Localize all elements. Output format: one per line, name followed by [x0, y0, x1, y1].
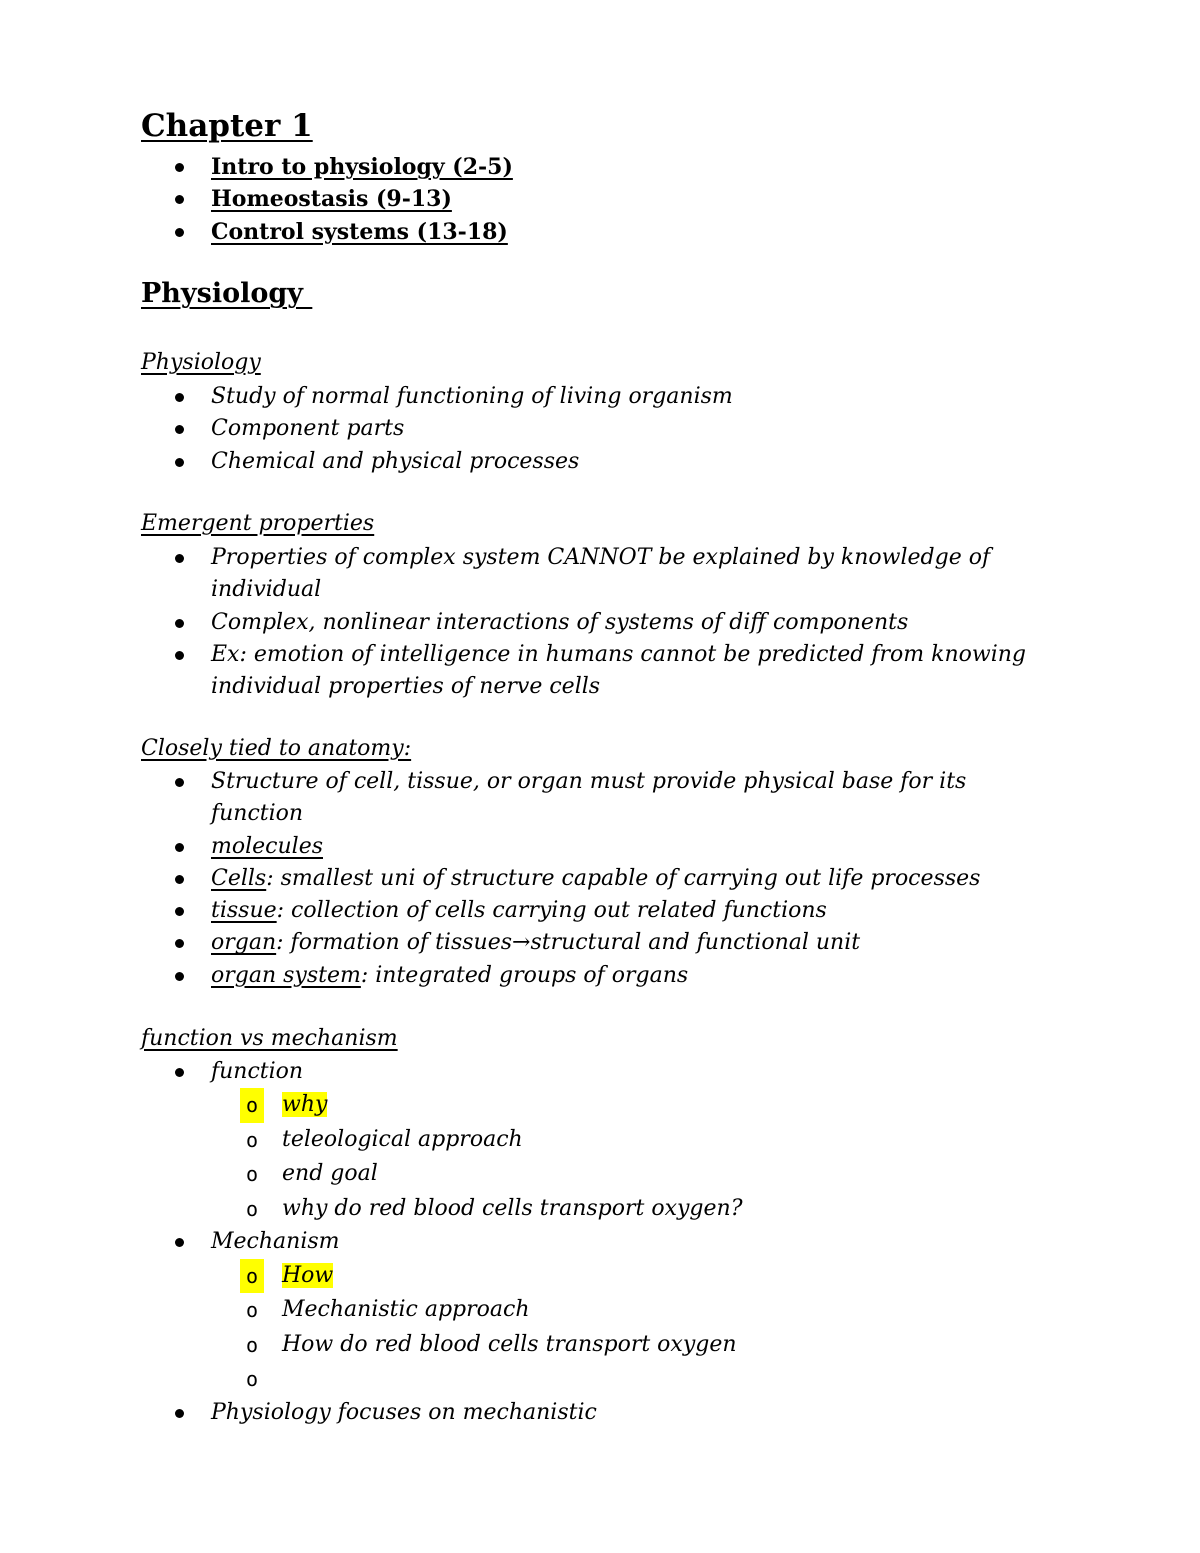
bullet-icon — [175, 939, 184, 948]
bullet-icon — [175, 778, 184, 787]
bullet-icon — [175, 1238, 184, 1247]
bullet-icon — [175, 843, 184, 852]
definition-organ: : formation of tissues — [276, 930, 513, 956]
list-item-text: Properties of complex system CANNOT be explained by knowledge of individual — [211, 545, 991, 603]
list-item — [0, 542, 1200, 607]
list-item-text: Chemical and physical processes — [211, 448, 580, 474]
circle-bullet-icon: o — [246, 1127, 259, 1152]
bullet-icon — [175, 425, 184, 434]
section-title: Physiology — [141, 278, 313, 309]
circle-bullet-icon: o — [240, 1259, 264, 1294]
circle-bullet-icon: o — [246, 1196, 259, 1221]
topic-homeostasis: Homeostasis (9-13) — [211, 186, 452, 213]
list-item — [0, 831, 1200, 863]
function-sublist — [211, 1088, 1040, 1226]
bullet-icon — [175, 875, 184, 884]
list-item — [0, 639, 1200, 704]
sub-list-text: end goal — [282, 1161, 378, 1187]
bullet-icon — [175, 393, 184, 402]
list-item — [0, 607, 1200, 639]
bullet-icon — [175, 619, 184, 628]
bullet-icon — [175, 1068, 184, 1077]
topic-control-systems: Control systems (13-18) — [211, 218, 508, 245]
mechanism-label: Mechanism — [211, 1229, 340, 1255]
bullet-icon — [175, 228, 184, 237]
function-label: function — [211, 1059, 304, 1084]
list-item-text: Complex, nonlinear interactions of systems of diff components — [211, 609, 909, 635]
bullet-icon — [175, 907, 184, 916]
function-vs-mechanism-heading: function vs mechanism — [141, 1026, 398, 1051]
list-item — [0, 863, 1200, 895]
bullet-icon — [175, 972, 184, 981]
list-item — [0, 766, 1200, 831]
list-item — [0, 960, 1200, 992]
list-item — [0, 1226, 1200, 1396]
bullet-icon — [175, 458, 184, 467]
term-cells: Cells — [211, 865, 267, 891]
physiology-list — [0, 381, 1200, 478]
sub-list-item — [246, 1088, 1040, 1123]
list-item-text: Component parts — [211, 416, 405, 442]
term-organ: organ — [211, 930, 277, 956]
circle-bullet-icon: o — [246, 1367, 259, 1392]
anatomy-heading: Closely tied to anatomy: — [141, 736, 412, 761]
anatomy-list — [0, 766, 1200, 992]
list-item — [0, 1397, 1200, 1429]
list-item-text: Physiology focuses on mechanistic — [211, 1399, 597, 1425]
sub-list-item — [246, 1259, 1040, 1294]
highlighted-text: why — [282, 1092, 328, 1118]
highlighted-text: How — [282, 1262, 334, 1288]
mechanism-sublist — [211, 1259, 1040, 1397]
definition-organ-system: : integrated groups of organs — [360, 962, 689, 988]
list-item-text: Structure of cell, tissue, or organ must provide physical base for its function — [211, 769, 967, 827]
list-item-text: Ex: emotion of intelligence in humans cannot be predicted from knowing individual properties of nerve cells — [211, 641, 1026, 700]
definition-tissue: : collection of cells carrying out related functions — [276, 898, 827, 924]
physiology-heading: Physiology — [141, 350, 261, 375]
circle-bullet-icon: o — [246, 1332, 259, 1357]
bullet-icon — [175, 163, 184, 172]
emergent-heading: Emergent properties — [141, 511, 375, 536]
list-item — [0, 183, 1200, 215]
sub-list-item — [246, 1293, 1040, 1328]
list-item-text: Study of normal functioning of living organism — [211, 384, 733, 409]
term-organ-system: organ system — [211, 962, 361, 988]
bullet-icon — [175, 651, 184, 660]
list-item — [0, 413, 1200, 445]
circle-bullet-icon: o — [240, 1088, 264, 1123]
definition-organ-result: structural and functional unit — [530, 930, 861, 956]
term-molecules: molecules — [211, 833, 323, 859]
list-item — [0, 151, 1200, 183]
function-vs-mechanism-list — [0, 1056, 1200, 1429]
list-item — [0, 216, 1200, 248]
list-item — [0, 1056, 1200, 1226]
circle-bullet-icon: o — [246, 1162, 259, 1187]
sub-list-text: teleological approach — [282, 1126, 523, 1152]
list-item — [0, 927, 1200, 959]
sub-list-text: why do red blood cells transport oxygen? — [282, 1195, 743, 1221]
topic-intro: Intro to physiology (2-5) — [211, 154, 513, 180]
bullet-icon — [175, 1409, 184, 1418]
chapter-topics-list — [0, 151, 1200, 248]
bullet-icon — [175, 195, 184, 204]
definition-cells: : smallest uni of structure capable of carrying out life processes — [266, 865, 981, 891]
list-item — [0, 446, 1200, 478]
term-tissue: tissue — [211, 898, 277, 924]
sub-list-item — [246, 1123, 1040, 1158]
sub-list-item — [246, 1157, 1040, 1192]
circle-bullet-icon: o — [246, 1298, 259, 1323]
emergent-list — [0, 542, 1200, 703]
sub-list-item — [246, 1362, 1040, 1397]
bullet-icon — [175, 554, 184, 563]
sub-list-item — [246, 1328, 1040, 1363]
sub-list-text: How do red blood cells transport oxygen — [282, 1331, 737, 1357]
arrow-right-icon: → — [512, 930, 531, 956]
list-item — [0, 895, 1200, 927]
sub-list-item — [246, 1192, 1040, 1227]
sub-list-text: Mechanistic approach — [282, 1297, 530, 1323]
list-item — [0, 381, 1200, 413]
chapter-title: Chapter 1 — [141, 108, 313, 144]
